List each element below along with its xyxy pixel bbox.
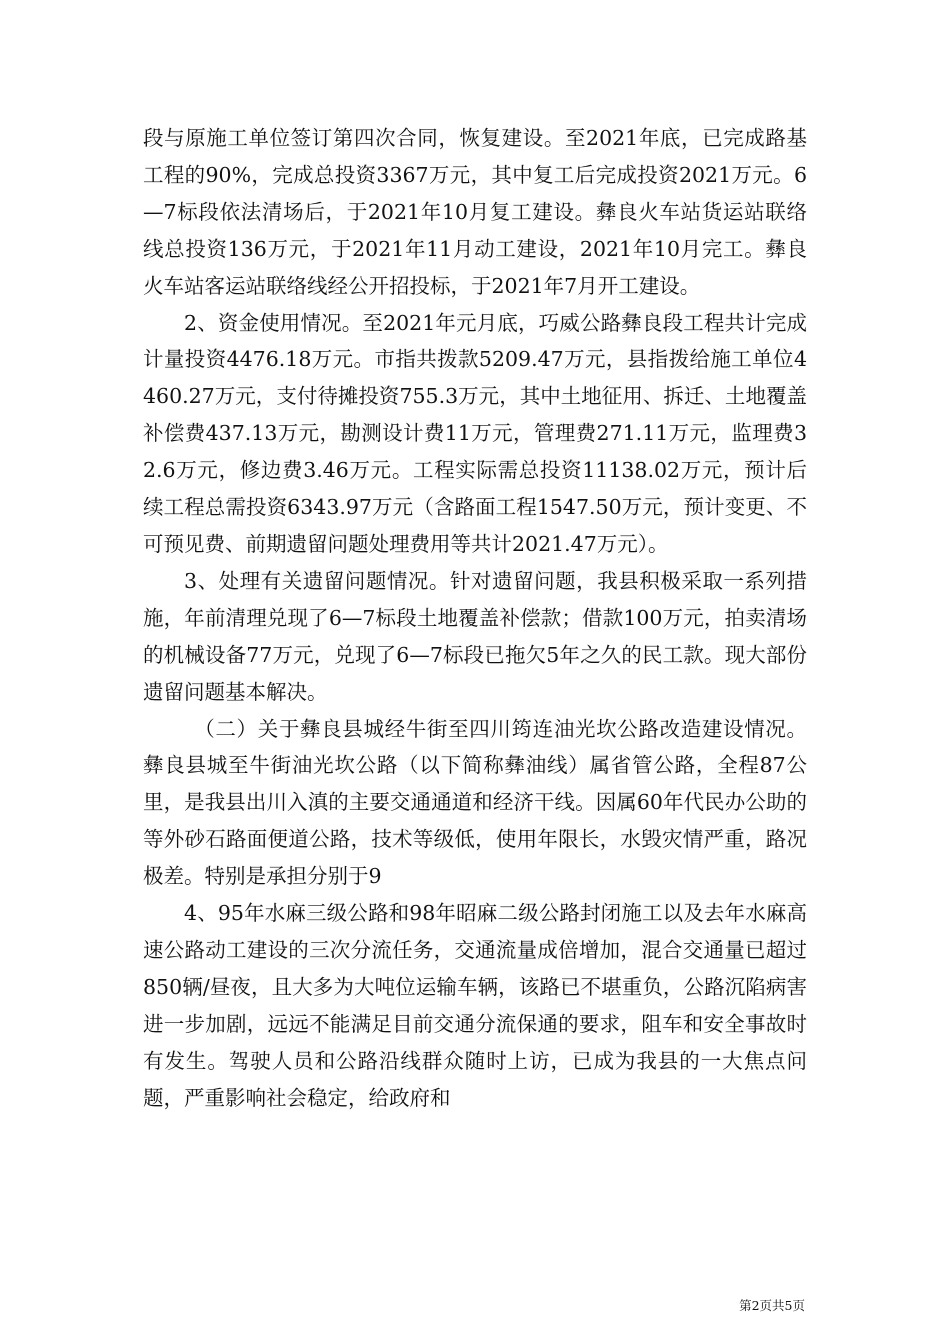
page-number: 第2页共5页 xyxy=(739,1298,805,1313)
document-body xyxy=(143,120,807,1116)
paragraph-fund-usage: 2、资金使用情况。至2021年元月底，巧威公路彝良段工程共计完成计量投资4476.18万元。市指共拨款5209.47万元，县指拨给施工单位4460.27万元，支付待摊投资755.3万元，其中土地征用、拆迁、土地覆盖补偿费437.13万元，勘测设计费11万元，管理费271.11万元，监理费32.6万元，修边费3.46万元。工程实际需总投资11138.02万元，预计后续工程总需投资6343.97万元（含路面工程1547.50万元，预计变更、不可预见费、前期遗留问题处理费用等共计2021.47万元）。 xyxy=(143,310,807,556)
paragraph-traffic-load: 4、95年水麻三级公路和98年昭麻二级公路封闭施工以及去年水麻高速公路动工建设的三次分流任务，交通流量成倍增加，混合交通量已超过850辆/昼夜，且大多为大吨位运输车辆，该路已不堪重负，公路沉陷病害进一步加剧，远远不能满足目前交通分流保通的要求，阻车和安全事故时有发生。驾驶人员和公路沿线群众随时上访，已成为我县的一大焦点问题，严重影响社会稳定，给政府和 xyxy=(143,901,807,1110)
paragraph-road-renovation: （二）关于彝良县城经牛街至四川筠连油光坎公路改造建设情况。彝良县城至牛街油光坎公路（以下简称彝油线）属省管公路，全程87公里，是我县出川入滇的主要交通通道和经济干线。因属60年代民办公助的等外砂石路面便道公路，技术等级低，使用年限长，水毁灾情严重，路况极差。特别是承担分别于9 xyxy=(143,716,807,889)
paragraph-legacy-issues: 3、处理有关遗留问题情况。针对遗留问题，我县积极采取一系列措施，年前清理兑现了6—7标段土地覆盖补偿款；借款100万元，拍卖清场的机械设备77万元，兑现了6—7标段已拖欠5年之久的民工款。现大部份遗留问题基本解决。 xyxy=(143,568,807,704)
paragraph-continuation: 段与原施工单位签订第四次合同，恢复建设。至2021年底，已完成路基工程的90%，完成总投资3367万元，其中复工后完成投资2021万元。6—7标段依法清场后，于2021年10月复工建设。彝良火车站货运站联络线总投资136万元，于2021年11月动工建设，2021年10月完工。彝良火车站客运站联络线经公开招投标，于2021年7月开工建设。 xyxy=(143,126,807,298)
